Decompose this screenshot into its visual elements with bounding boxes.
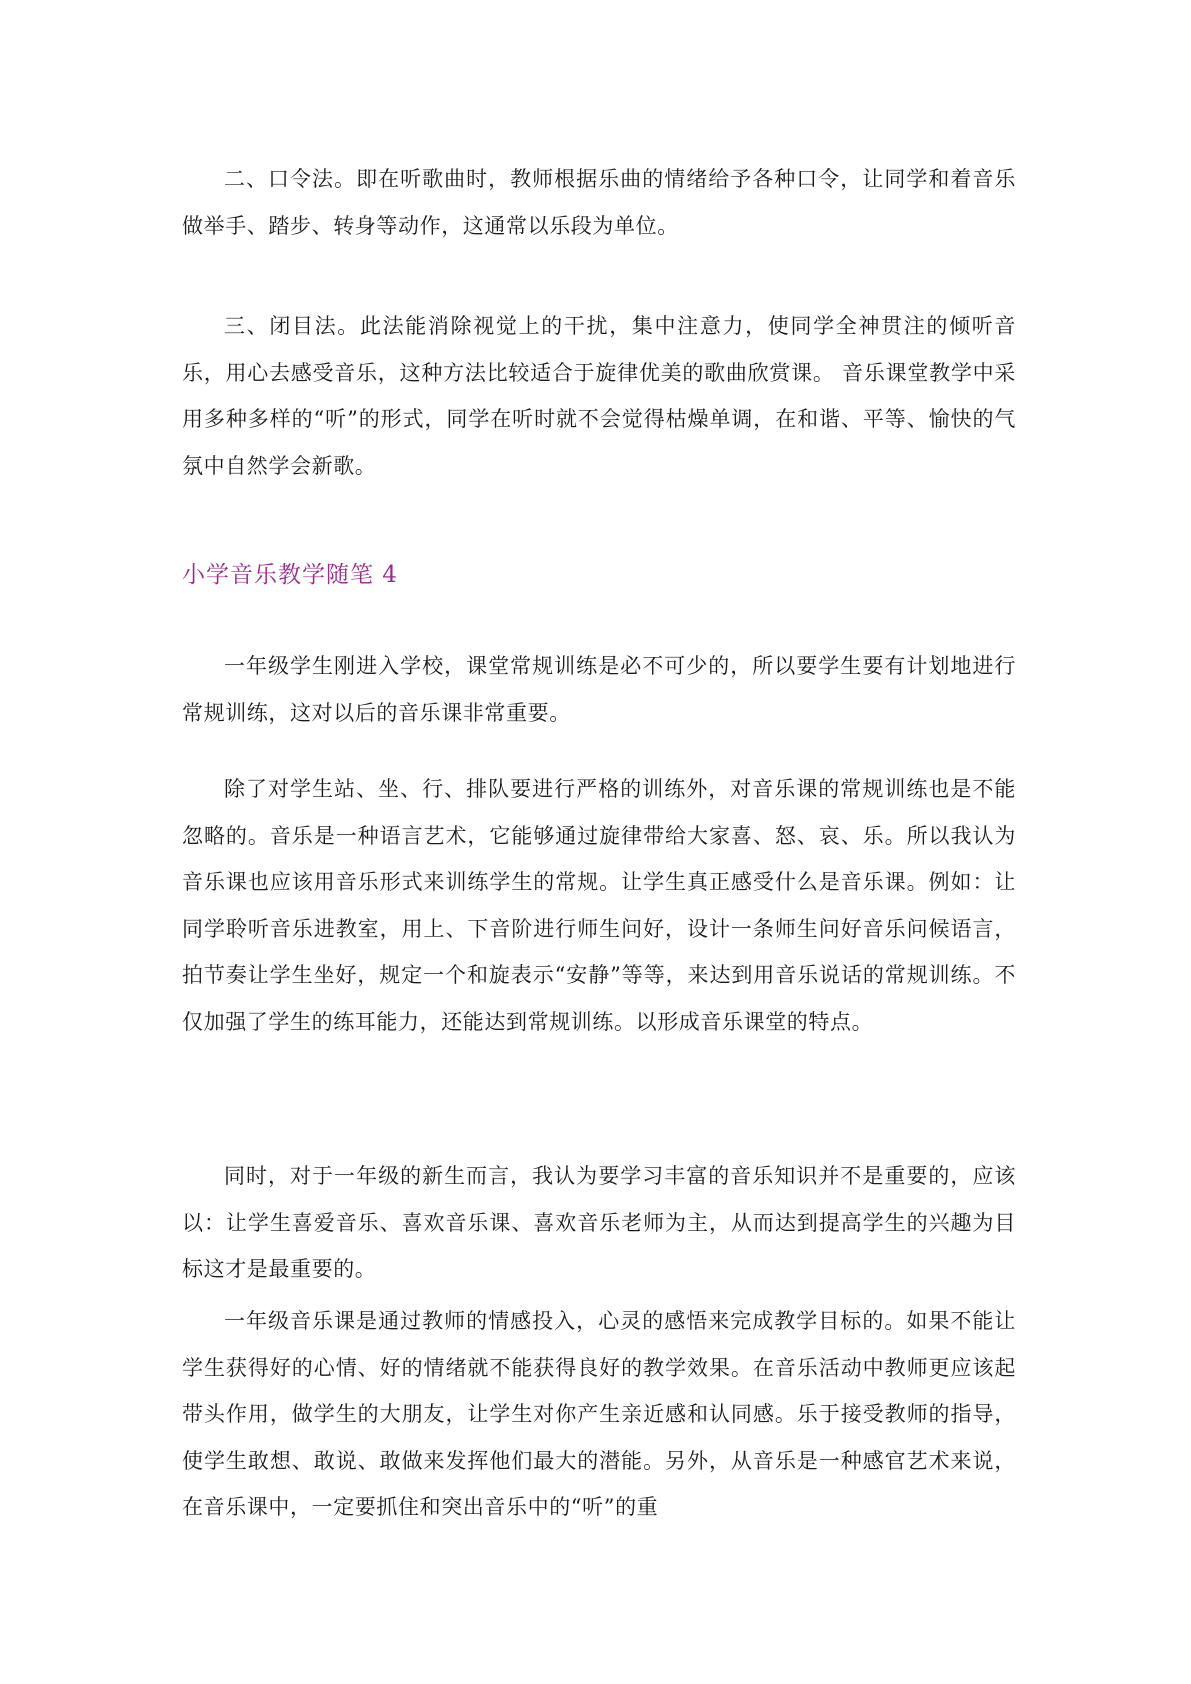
paragraph-text: 三、闭目法。此法能消除视觉上的干扰，集中注意力，使同学全神贯注的倾听音乐，用心去感受音乐，这种方法比较适合于旋律优美的歌曲欣赏课。 音乐课堂教学中采用多种多样的“听”的形式，同学在听时就不会觉得枯燥单调，在和谐、平等、愉快的气氛中自然学会新歌。 bbox=[182, 314, 1016, 478]
paragraph-first-grade-routine bbox=[182, 643, 1016, 736]
section-heading: 小学音乐教学随笔 4 bbox=[182, 562, 398, 588]
paragraph-oral-command-method bbox=[182, 156, 1016, 249]
paragraph-interest-goal bbox=[182, 1153, 1016, 1293]
paragraph-emotional-teaching bbox=[182, 1298, 1016, 1531]
paragraph-text: 一年级学生刚进入学校，课堂常规训练是必不可少的，所以要学生要有计划地进行常规训练，这对以后的音乐课非常重要。 bbox=[182, 654, 1016, 725]
paragraph-text: 除了对学生站、坐、行、排队要进行严格的训练外，对音乐课的常规训练也是不能忽略的。音乐是一种语言艺术，它能够通过旋律带给大家喜、怒、哀、乐。所以我认为音乐课也应该用音乐形式来训练学生的常规。让学生真正感受什么是音乐课。例如：让同学聆听音乐进教室，用上、下音阶进行师生问好，设计一条师生问好音乐问候语言，拍节奏让学生坐好，规定一个和旋表示“安静”等等，来达到用音乐说话的常规训练。不仅加强了学生的练耳能力，还能达到常规训练。以形成音乐课堂的特点。 bbox=[182, 777, 1016, 1034]
paragraph-routine-training bbox=[182, 766, 1016, 1045]
paragraph-text: 一年级音乐课是通过教师的情感投入，心灵的感悟来完成教学目标的。如果不能让学生获得好的心情、好的情绪就不能获得良好的教学效果。在音乐活动中教师更应该起带头作用，做学生的大朋友，让学生对你产生亲近感和认同感。乐于接受教师的指导，使学生敢想、敢说、敢做来发挥他们最大的潜能。另外，从音乐是一种感官艺术来说，在音乐课中，一定要抓住和突出音乐中的“听”的重 bbox=[182, 1309, 1016, 1519]
paragraph-text: 二、口令法。即在听歌曲时，教师根据乐曲的情绪给予各种口令，让同学和着音乐做举手、踏步、转身等动作，这通常以乐段为单位。 bbox=[182, 167, 1016, 238]
paragraph-text: 同时，对于一年级的新生而言，我认为要学习丰富的音乐知识并不是重要的，应该以：让学生喜爱音乐、喜欢音乐课、喜欢音乐老师为主，从而达到提高学生的兴趣为目标这才是最重要的。 bbox=[182, 1164, 1016, 1281]
paragraph-closed-eyes-method bbox=[182, 303, 1016, 489]
